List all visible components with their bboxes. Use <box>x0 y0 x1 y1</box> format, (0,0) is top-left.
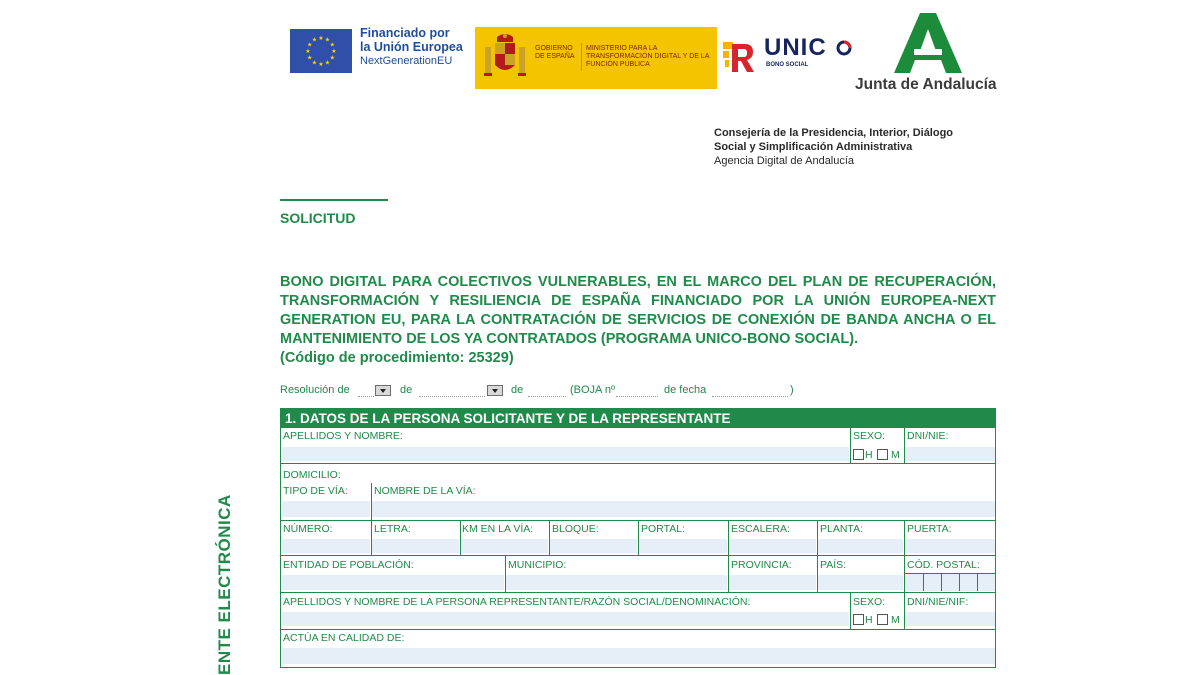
municipio-input[interactable] <box>506 575 727 590</box>
sexo-representante-m-checkbox[interactable] <box>877 614 888 625</box>
resolution-close: ) <box>790 384 794 396</box>
svg-text:★: ★ <box>329 54 335 62</box>
letra-input[interactable] <box>372 539 459 553</box>
dni-nie-input[interactable] <box>905 447 995 461</box>
puerta-label: PUERTA: <box>907 523 952 535</box>
cp-cell-divider <box>959 574 960 591</box>
section-1-header: 1. DATOS DE LA PERSONA SOLICITANTE Y DE LA REPRESENTANTE <box>281 409 995 428</box>
sexo-h-label: H <box>865 449 873 461</box>
portal-label: PORTAL: <box>641 523 685 535</box>
consejeria-line2: Social y Simplificación Administrativa <box>714 141 913 153</box>
row-divider <box>281 463 995 464</box>
gobierno-separator <box>581 43 582 71</box>
bloque-input[interactable] <box>550 539 637 553</box>
unico-o-icon <box>836 40 852 56</box>
escalera-label: ESCALERA: <box>731 523 790 535</box>
dni-nie-label: DNI/NIE: <box>907 430 949 442</box>
resolution-prefix: Resolución de <box>280 384 350 396</box>
entidad-poblacion-input[interactable] <box>282 575 504 590</box>
nombre-via-label: NOMBRE DE LA VÍA: <box>374 485 476 497</box>
divider <box>850 593 851 629</box>
dni-nie-nif-input[interactable] <box>905 612 995 626</box>
km-via-label: KM EN LA VÍA: <box>462 523 534 535</box>
actua-calidad-label: ACTÚA EN CALIDAD DE: <box>283 632 405 644</box>
ministerio-text: MINISTERIO PARA LA TRANSFORMACIÓN DIGITAL Y DE LA FUNCIÓN PÚBLICA <box>586 45 710 68</box>
nombre-via-input[interactable] <box>372 501 995 517</box>
actua-calidad-input[interactable] <box>282 648 995 664</box>
row-divider <box>281 592 995 593</box>
svg-text:★: ★ <box>311 36 318 44</box>
sexo-representante-m-label: M <box>891 614 900 626</box>
svg-text:★: ★ <box>331 48 337 55</box>
eu-line3: NextGenerationEU <box>360 55 453 67</box>
eu-line1: Financiado por <box>360 26 450 40</box>
representante-label: APELLIDOS Y NOMBRE DE LA PERSONA REPRESENTANTE/RAZÓN SOCIAL/DENOMINACIÓN: <box>283 596 751 608</box>
domicilio-label: DOMICILIO: <box>283 469 341 481</box>
cod-postal-input[interactable] <box>905 574 995 591</box>
title-text: BONO DIGITAL PARA COLECTIVOS VULNERABLES, EN EL MARCO DEL PLAN DE RECUPERACIÓN, TRANSFORMACIÓN Y RESILIENCIA DE ESPAÑA FINANCIADO POR LA UNIÓN EUROPEA-NEXT GENERATION EU, PARA LA CONTRATACIÓN DE SERVICIOS DE CONEXIÓN DE BANDA ANCHA O EL MANTENIMIENTO DE LOS YA CONTRATADOS (PROGRAMA UNICO-BONO SOCIAL). <box>280 274 996 347</box>
svg-text:★: ★ <box>311 59 318 67</box>
divider <box>850 428 851 463</box>
row-divider <box>281 629 995 630</box>
sexo-representante-h-checkbox[interactable] <box>853 614 864 625</box>
junta-andalucia-name: Junta de Andalucía <box>855 76 997 93</box>
sexo-h-checkbox[interactable] <box>853 449 864 460</box>
document-title <box>280 273 996 368</box>
sexo-label: SEXO: <box>853 430 886 442</box>
provincia-label: PROVINCIA: <box>731 559 792 571</box>
svg-text:★: ★ <box>329 41 335 49</box>
provincia-input[interactable] <box>729 575 816 590</box>
cp-cell-divider <box>923 574 924 591</box>
municipio-label: MUNICIPIO: <box>508 559 567 571</box>
unico-subtitle: BONO SOCIAL <box>766 62 809 68</box>
km-via-input[interactable] <box>461 539 548 553</box>
puerta-input[interactable] <box>905 539 995 553</box>
eu-stars-icon <box>290 29 352 73</box>
eu-line2: la Unión Europea <box>360 40 463 54</box>
numero-label: NÚMERO: <box>283 523 333 535</box>
junta-andalucia-a-icon <box>894 11 962 75</box>
planta-label: PLANTA: <box>820 523 863 535</box>
plan-recuperacion-logo-icon <box>723 40 755 74</box>
svg-text:★: ★ <box>324 59 331 67</box>
sexo-m-label: M <box>891 449 900 461</box>
side-vertical-text: ENTE ELECTRÓNICA <box>215 494 234 675</box>
spain-coat-of-arms-icon <box>483 33 527 83</box>
cp-top-rule <box>905 573 995 574</box>
svg-text:★: ★ <box>318 35 324 42</box>
eu-flag-logo <box>290 29 352 73</box>
fecha-label: de fecha <box>664 384 707 396</box>
resolution-de-2: de <box>511 384 524 396</box>
cp-cell-divider <box>977 574 978 591</box>
numero-input[interactable] <box>282 539 370 553</box>
resolution-month-dropdown-icon[interactable] <box>487 385 503 396</box>
cod-postal-label: CÓD. POSTAL: <box>907 559 980 571</box>
svg-text:★: ★ <box>307 41 313 49</box>
pais-label: PAÍS: <box>820 559 847 571</box>
portal-input[interactable] <box>639 539 727 553</box>
sexo-representante-label: SEXO: <box>853 596 886 608</box>
tipo-via-input[interactable] <box>282 501 370 517</box>
resolution-de-1: de <box>400 384 413 396</box>
row-divider <box>281 555 995 556</box>
apellidos-nombre-input[interactable] <box>282 447 849 461</box>
consejeria-block <box>714 126 1014 168</box>
eu-funding-text <box>360 26 463 68</box>
escalera-input[interactable] <box>729 539 816 553</box>
resolution-year-field[interactable] <box>528 396 566 397</box>
procedure-code: (Código de procedimiento: 25329) <box>280 350 514 366</box>
pais-input[interactable] <box>818 575 903 590</box>
boja-date-field[interactable] <box>712 396 788 397</box>
solicitud-rule <box>280 199 388 201</box>
sexo-representante-h-label: H <box>865 614 873 626</box>
cp-cell-divider <box>941 574 942 591</box>
resolution-line <box>280 384 800 400</box>
tipo-via-label: TIPO DE VÍA: <box>283 485 348 497</box>
entidad-poblacion-label: ENTIDAD DE POBLACIÓN: <box>283 559 414 571</box>
resolution-day-field[interactable] <box>358 396 374 397</box>
bloque-label: BLOQUE: <box>552 523 599 535</box>
apellidos-nombre-label: APELLIDOS Y NOMBRE: <box>283 430 403 442</box>
resolution-month-field[interactable] <box>419 396 485 397</box>
document-type-label: SOLICITUD <box>280 210 356 226</box>
dni-nie-nif-label: DNI/NIE/NIF: <box>907 596 969 608</box>
consejeria-line1: Consejería de la Presidencia, Interior, Diálogo <box>714 127 954 139</box>
boja-label: (BOJA nº <box>570 384 615 396</box>
representante-input[interactable] <box>282 612 849 626</box>
gobierno-espana-logo <box>475 27 717 89</box>
boja-number-field[interactable] <box>616 396 658 397</box>
section-1-form <box>280 408 996 668</box>
resolution-day-dropdown-icon[interactable] <box>375 385 391 396</box>
letra-label: LETRA: <box>374 523 411 535</box>
consejeria-line3: Agencia Digital de Andalucía <box>714 155 855 167</box>
svg-text:★: ★ <box>318 61 324 68</box>
gobierno-text: GOBIERNO DE ESPAÑA <box>535 45 575 60</box>
svg-text:★: ★ <box>305 48 311 55</box>
svg-text:★: ★ <box>307 54 313 62</box>
planta-input[interactable] <box>818 539 903 553</box>
sexo-m-checkbox[interactable] <box>877 449 888 460</box>
unico-brand: UNIC <box>764 34 827 61</box>
svg-text:★: ★ <box>324 36 331 44</box>
